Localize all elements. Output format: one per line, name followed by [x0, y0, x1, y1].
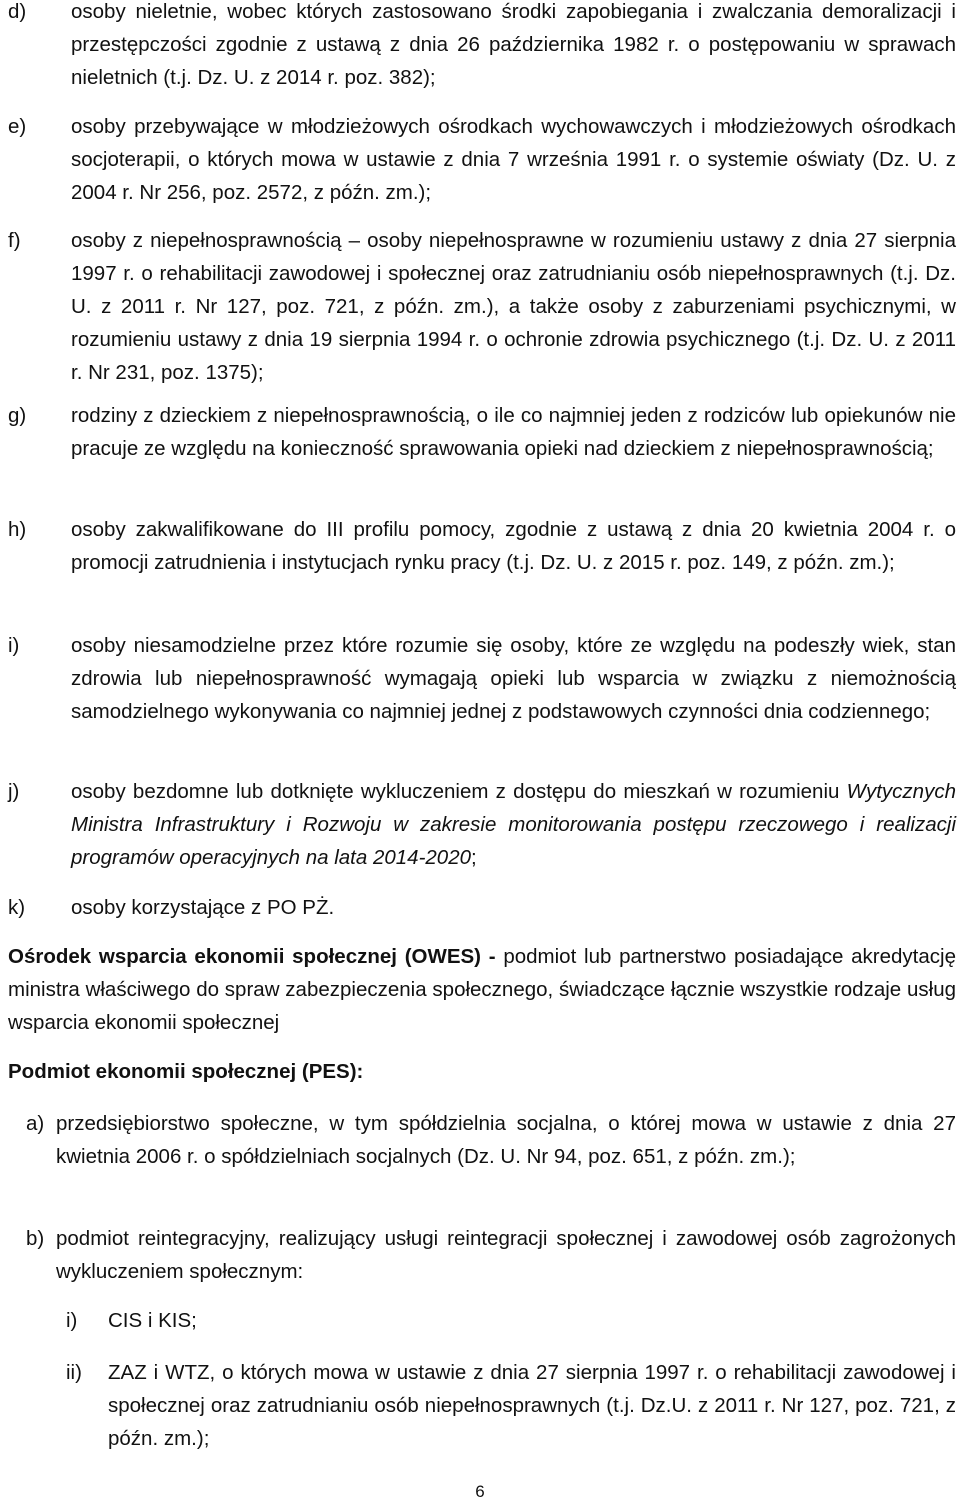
- list-text: osoby zakwalifikowane do III profilu pomocy, zgodnie z ustawą z dnia 20 kwietnia 2004 r. o promocji zatrudnienia i instytucjach rynku pracy (t.j. Dz. U. z 2015 r. poz. 149, z późn. zm.);: [71, 518, 956, 574]
- list-label: k): [8, 896, 26, 919]
- pes-item-b: [26, 1222, 956, 1288]
- owes-description: podmiot lub partnerstwo posiadające akredytację ministra właściwego do spraw zabezpieczenia społecznego, świadczące łącznie wszystkie rodzaje usług wsparcia ekonomii społecznej: [8, 945, 956, 1034]
- list-label: ii): [66, 1361, 82, 1384]
- pes-sub-item-ii: [66, 1356, 956, 1455]
- page-number: 6: [475, 1482, 485, 1501]
- list-text: podmiot reintegracyjny, realizujący usługi reintegracji społecznej i zawodowej osób zagrożonych wykluczeniem społecznym:: [56, 1227, 956, 1283]
- list-item-k: [8, 891, 956, 924]
- list-item-g: [8, 399, 956, 465]
- list-label: i): [66, 1309, 78, 1332]
- list-text: osoby niesamodzielne przez które rozumie się osoby, które ze względu na podeszły wiek, stan zdrowia lub niepełnosprawność wymagają opieki lub wsparcia w związku z niemożnością samodzielnego wykonywania co najmniej jednej z podstawowych czynności dnia codziennego;: [71, 634, 956, 723]
- list-item-j: [8, 775, 956, 874]
- list-label: a): [26, 1112, 45, 1135]
- list-item-f: [8, 224, 956, 389]
- owes-term: Ośrodek wsparcia ekonomii społecznej (OWES) -: [8, 945, 496, 968]
- list-text: osoby przebywające w młodzieżowych ośrodkach wychowawczych i młodzieżowych ośrodkach socjoterapii, o których mowa w ustawie z dnia 7 września 1991 r. o systemie oświaty (Dz. U. z 2004 r. Nr 256, poz. 2572, z późn. zm.);: [71, 115, 956, 204]
- list-item-d: [8, 0, 956, 94]
- list-label: e): [8, 115, 27, 138]
- list-text: ZAZ i WTZ, o których mowa w ustawie z dnia 27 sierpnia 1997 r. o rehabilitacji zawodowej i społecznej oraz zatrudnianiu osób niepełnosprawnych (t.j. Dz.U. z 2011 r. Nr 127, poz. 721, z późn. zm.);: [108, 1361, 956, 1450]
- list-label: h): [8, 518, 27, 541]
- list-text: osoby korzystające z PO PŻ.: [71, 896, 335, 919]
- list-text: osoby z niepełnosprawnością – osoby niepełnosprawne w rozumieniu ustawy z dnia 27 sierpnia 1997 r. o rehabilitacji zawodowej i społecznej oraz zatrudnianiu osób niepełnosprawnych (t.j. Dz. U. z 2011 r. Nr 127, poz. 721, z późn. zm.), a także osoby z zaburzeniami psychicznymi, w rozumieniu ustawy z dnia 19 sierpnia 1994 r. o ochronie zdrowia psychicznego (t.j. Dz. U. z 2011 r. Nr 231, poz. 1375);: [71, 229, 956, 384]
- list-item-e: [8, 110, 956, 209]
- list-text: CIS i KIS;: [108, 1309, 197, 1332]
- list-text: osoby nieletnie, wobec których zastosowano środki zapobiegania i zwalczania demoralizacji i przestępczości zgodnie z ustawą z dnia 26 października 1982 r. o postępowaniu w sprawach nieletnich (t.j. Dz. U. z 2014 r. poz. 382);: [71, 0, 956, 89]
- guidelines-title: Wytycznych Ministra Infrastruktury i Rozwoju w zakresie monitorowania postępu rzeczowego i realizacji programów operacyjnych na lata 2014-2020: [71, 780, 956, 869]
- list-text-pre: osoby bezdomne lub dotknięte wykluczeniem z dostępu do mieszkań w rozumieniu: [71, 780, 847, 803]
- list-text-post: ;: [471, 846, 477, 869]
- list-text: [71, 775, 956, 874]
- list-label: g): [8, 404, 27, 427]
- list-label: j): [8, 780, 20, 803]
- list-item-h: [8, 513, 956, 579]
- list-label: f): [8, 229, 21, 252]
- list-label: b): [26, 1227, 45, 1250]
- list-text: rodziny z dzieckiem z niepełnosprawnością, o ile co najmniej jeden z rodziców lub opiekunów nie pracuje ze względu na konieczność sprawowania opieki nad dzieckiem z niepełnosprawnością;: [71, 404, 956, 460]
- list-text: przedsiębiorstwo społeczne, w tym spółdzielnia socjalna, o której mowa w ustawie z dnia 27 kwietnia 2006 r. o spółdzielniach socjalnych (Dz. U. Nr 94, poz. 651, z późn. zm.);: [56, 1112, 956, 1168]
- pes-item-a: [26, 1107, 956, 1173]
- list-item-i: [8, 629, 956, 728]
- list-label: d): [8, 0, 27, 23]
- list-label: i): [8, 634, 20, 657]
- owes-definition: [8, 940, 956, 1039]
- pes-heading: Podmiot ekonomii społecznej (PES):: [8, 1060, 364, 1083]
- pes-sub-item-i: [66, 1304, 956, 1337]
